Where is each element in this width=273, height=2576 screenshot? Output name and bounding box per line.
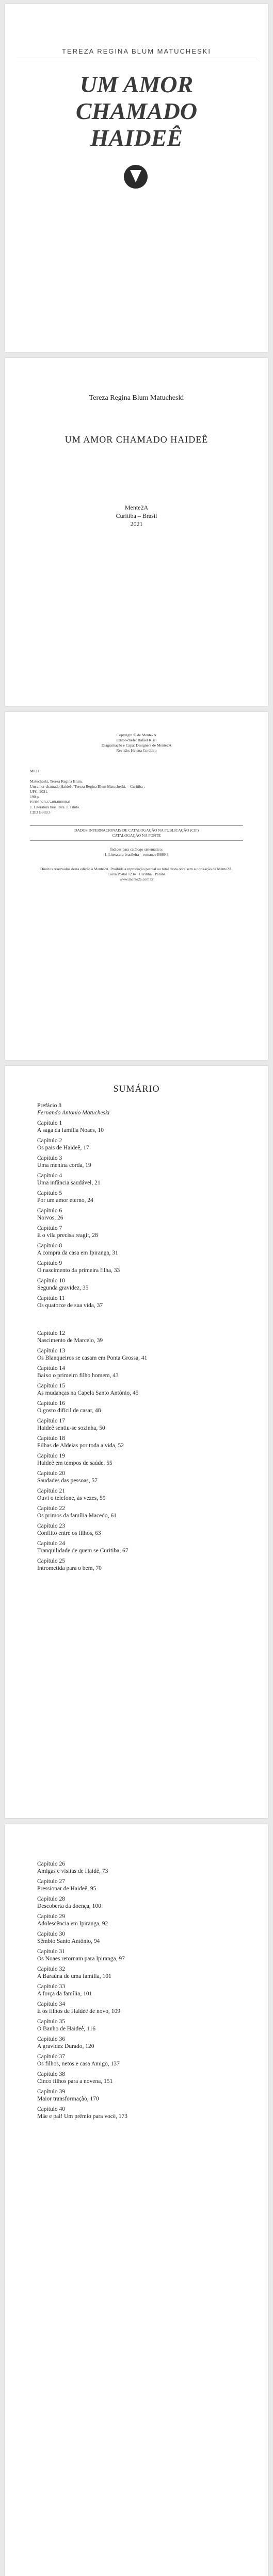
toc-chapter-number: Capítulo 27: [37, 1878, 65, 1885]
title-page-publisher-block: [5, 503, 268, 528]
toc-chapter-number: Capítulo 15: [37, 1383, 65, 1389]
toc-chapter-title: Descoberta da doença, 100: [37, 1903, 101, 1909]
toc-chapter-title: Os filhos, netos e casa Amigo, 137: [37, 2061, 120, 2067]
toc-entry[interactable]: [37, 1895, 236, 1910]
toc-chapter-title: O gosto difícil de casar, 48: [37, 1408, 101, 1414]
cover-title-line-1: UM AMOR: [79, 71, 194, 97]
index-item: 1. Literatura brasileira – romance B869.3: [104, 852, 169, 857]
toc-entry[interactable]: [37, 1878, 236, 1892]
cip-title: DADOS INTERNACIONAIS DE CATALOGAÇÃO NA PUBLICAÇÃO (CIP): [74, 828, 199, 833]
toc-entry[interactable]: [37, 2018, 236, 2032]
publisher-name: Mente2A: [124, 504, 149, 511]
toc-entry[interactable]: [37, 1965, 236, 1980]
toc-chapter-title: As mudanças na Capela Santo Antônio, 45: [37, 1390, 139, 1396]
toc-chapter-title: Por um amor eterno, 24: [37, 1197, 93, 1204]
title-page-author: Tereza Regina Blum Matucheski: [89, 394, 184, 402]
cip-subtitle: CATALOGAÇÃO NA FONTE: [112, 833, 161, 838]
toc-entry[interactable]: [37, 1487, 236, 1502]
toc-chapter-number: Capítulo 21: [37, 1488, 65, 1494]
toc-entry[interactable]: [37, 1470, 236, 1484]
toc-chapter-number: Capítulo 8: [37, 1243, 62, 1249]
toc-chapter-title: Os Noaes retornam para Ipiranga, 97: [37, 1956, 125, 1962]
toc-chapter-number: Capítulo 9: [37, 1260, 62, 1266]
toc-chapter-title: Nascimento de Marcelo, 39: [37, 1337, 103, 1344]
toc-chapter-number: Capítulo 16: [37, 1400, 65, 1406]
contact-line: www.mente2a.com.br: [119, 877, 154, 882]
toc-chapter-number: Capítulo 34: [37, 2001, 65, 2007]
toc-chapter-number: Capítulo 35: [37, 2019, 65, 2025]
toc-chapter-number: Capítulo 36: [37, 2036, 65, 2042]
toc-chapter-number: Capítulo 23: [37, 1523, 65, 1529]
toc-entry[interactable]: [37, 1930, 236, 1945]
cip-line: CDD B869.3: [30, 810, 51, 815]
toc-entry[interactable]: [37, 1913, 236, 1927]
toc-chapter-number: Capítulo 20: [37, 1470, 65, 1477]
toc-chapter-title: E o vila precisa reagir, 28: [37, 1232, 98, 1239]
toc-entry[interactable]: [37, 1225, 236, 1239]
toc-chapter-title: Baixo o primeiro filho homem, 43: [37, 1372, 119, 1379]
toc-entry[interactable]: [37, 2036, 236, 2050]
toc-entry[interactable]: [37, 1172, 236, 1187]
editor-line: Editor-chefe: Rafael Rissi: [116, 738, 157, 742]
toc-chapter-title: Os quatorze de sua vida, 37: [37, 1302, 103, 1309]
toc-entry[interactable]: [37, 1102, 236, 1116]
toc-chapter-title: Haideê em tempos de saúde, 55: [37, 1460, 113, 1466]
toc-entry[interactable]: [37, 1190, 236, 1204]
toc-entry[interactable]: [37, 1400, 236, 1414]
contents-list: [37, 1102, 236, 1575]
toc-entry[interactable]: [37, 1260, 236, 1274]
copyright-line: Copyright © de Mente2A: [116, 733, 157, 737]
toc-entry[interactable]: [37, 1155, 236, 1169]
toc-chapter-number: Capítulo 19: [37, 1453, 65, 1459]
toc-chapter-title: Maior transformação, 170: [37, 2096, 99, 2102]
contents-title: SUMÁRIO: [113, 1083, 160, 1094]
title-page-title: UM AMOR CHAMADO HAIDEÊ: [65, 434, 208, 445]
toc-entry[interactable]: [37, 1295, 236, 1309]
toc-chapter-title: Tranquilidade de quem se Curitiba, 67: [37, 1548, 129, 1554]
toc-chapter-title: Os Blanqueiros se casam em Ponta Grossa, 41: [37, 1355, 148, 1361]
toc-entry[interactable]: [37, 1540, 236, 1554]
cip-line: Matucheski, Tereza Regina Blum.: [30, 779, 83, 784]
toc-chapter-title: Conflito entre os filhos, 63: [37, 1530, 101, 1536]
toc-chapter-number: Capítulo 30: [37, 1931, 65, 1937]
toc-chapter-number: Capítulo 33: [37, 1984, 65, 1990]
toc-chapter-title: Uma infância saudável, 21: [37, 1180, 101, 1186]
toc-entry[interactable]: [37, 1242, 236, 1257]
revision-line: Revisão: Helena Cordeiro: [116, 748, 157, 753]
toc-chapter-title: Sêmbio Santo Antônio, 94: [37, 1938, 100, 1944]
toc-entry[interactable]: [37, 1382, 236, 1397]
toc-chapter-number: Capítulo 13: [37, 1348, 65, 1354]
cip-record: [30, 779, 243, 815]
rights-block: [30, 867, 243, 882]
toc-chapter-number: Capítulo 40: [37, 2106, 65, 2112]
toc-chapter-number: Capítulo 24: [37, 1540, 65, 1547]
cip-code: M821: [30, 769, 39, 773]
toc-chapter-title: Mãe e pai! Um prêmio para você, 173: [37, 2113, 127, 2120]
toc-chapter-number: Capítulo 10: [37, 1278, 65, 1284]
toc-entry[interactable]: [37, 2088, 236, 2103]
index-title: Índices para catálogo sistemático:: [110, 847, 163, 852]
credits-block: [30, 733, 243, 753]
toc-entry[interactable]: [37, 1557, 236, 1572]
toc-chapter-title: A gravidez Durado, 120: [37, 2043, 94, 2049]
toc-chapter-number: Capítulo 14: [37, 1365, 65, 1371]
cover-title-line-3: HAIDEÊ: [90, 125, 183, 151]
toc-chapter-number: Capítulo 4: [37, 1173, 62, 1179]
toc-chapter-title: Noivos, 26: [37, 1215, 63, 1221]
toc-chapter-title: A Baraúna de uma família, 101: [37, 1973, 111, 1979]
toc-chapter-title: Amigas e visitas de Haidê, 73: [37, 1868, 108, 1874]
toc-chapter-number: Prefácio 8: [37, 1103, 61, 1109]
cip-line: 190 p.: [30, 794, 40, 799]
contents-page-2: [5, 1824, 268, 2576]
contact-line: Caixa Postal 1234 · Curitiba · Paraná: [107, 872, 166, 876]
toc-chapter-number: Capítulo 5: [37, 1190, 62, 1196]
toc-entry[interactable]: [37, 1948, 236, 1962]
toc-chapter-title: Segunda gravidez, 35: [37, 1285, 89, 1291]
toc-entry[interactable]: [37, 1860, 236, 1875]
toc-chapter-number: Capítulo 29: [37, 1913, 65, 1920]
cip-line: UFC, 2021.: [30, 789, 49, 794]
toc-chapter-title: A saga da família Noaes, 10: [37, 1127, 104, 1133]
toc-chapter-title: A compra da casa em Ipiranga, 31: [37, 1250, 118, 1256]
toc-chapter-number: Capítulo 39: [37, 2089, 65, 2095]
toc-chapter-number: Capítulo 2: [37, 1138, 62, 1144]
toc-chapter-title: Ouvi o telefone, às vezes, 59: [37, 1495, 106, 1501]
toc-chapter-number: Capítulo 22: [37, 1505, 65, 1512]
toc-entry[interactable]: [37, 1347, 236, 1362]
toc-chapter-title: Haideê sentiu-se sozinha, 50: [37, 1425, 105, 1431]
toc-entry[interactable]: [37, 1522, 236, 1537]
toc-chapter-title: A força da família, 101: [37, 1991, 92, 1997]
layout-line: Diagramação e Capa: Designers de Mente2A: [101, 743, 172, 748]
toc-entry[interactable]: [37, 2053, 236, 2067]
toc-entry[interactable]: [37, 1207, 236, 1222]
toc-chapter-title: O nascimento da primeira filha, 33: [37, 1267, 120, 1274]
toc-chapter-title: E os filhos de Haideê de novo, 109: [37, 2008, 120, 2014]
index-block: [30, 847, 243, 857]
title-page: [5, 358, 268, 706]
toc-chapter-number: Capítulo 3: [37, 1155, 62, 1161]
toc-entry[interactable]: [37, 1505, 236, 1519]
toc-chapter-title: Adolescência em Ipiranga, 92: [37, 1921, 108, 1927]
toc-chapter-number: Capítulo 26: [37, 1861, 65, 1867]
toc-chapter-title: Uma menina corda, 19: [37, 1162, 91, 1168]
cip-line: ISBN 978-65-00-00000-0: [30, 800, 70, 804]
toc-chapter-number: Capítulo 31: [37, 1948, 65, 1955]
toc-entry[interactable]: [37, 2071, 236, 2085]
toc-entry[interactable]: [37, 1365, 236, 1379]
toc-entry[interactable]: [37, 1983, 236, 1997]
toc-chapter-number: Capítulo 38: [37, 2071, 65, 2077]
toc-chapter-number: Capítulo 17: [37, 1418, 65, 1424]
toc-chapter-number: Capítulo 11: [37, 1295, 65, 1301]
cover-title: [5, 71, 268, 151]
toc-chapter-number: Capítulo 28: [37, 1896, 65, 1902]
cover-author: TEREZA REGINA BLUM MATUCHESKI: [62, 47, 211, 55]
toc-entry[interactable]: [37, 1137, 236, 1151]
toc-chapter-title: Cinco filhos para a novena, 151: [37, 2078, 113, 2084]
toc-chapter-title: Os primos da família Macedo, 61: [37, 1513, 117, 1519]
publisher-year: 2021: [130, 520, 143, 528]
toc-chapter-number: Capítulo 32: [37, 1966, 65, 1972]
toc-chapter-title: Os pais de Haideê, 17: [37, 1145, 89, 1151]
contents-page-1: [5, 1066, 268, 1818]
toc-chapter-number: Capítulo 12: [37, 1330, 65, 1336]
rights-text: Direitos reservados desta edição à Mente2A. Proibida a reprodução parcial ou total desta obra sem autorização da Mente2A.: [40, 867, 233, 871]
legal-page: [5, 712, 268, 1060]
publisher-logo-icon: [124, 165, 148, 189]
toc-entry[interactable]: [37, 1120, 236, 1134]
toc-entry[interactable]: [37, 1417, 236, 1432]
toc-entry[interactable]: [37, 1277, 236, 1292]
toc-chapter-title: Pressionar de Haideê, 95: [37, 1886, 97, 1892]
toc-entry[interactable]: [37, 1452, 236, 1467]
toc-entry[interactable]: [37, 1330, 236, 1344]
cip-header: [30, 825, 243, 841]
cover-page: [5, 4, 268, 352]
cip-line: 1. Literatura brasileira. I. Título.: [30, 805, 80, 809]
toc-entry[interactable]: [37, 2106, 236, 2120]
toc-chapter-number: Capítulo 25: [37, 1558, 65, 1564]
toc-chapter-title: Intrometida para o bem, 70: [37, 1565, 102, 1571]
toc-chapter-number: Capítulo 18: [37, 1435, 65, 1442]
toc-chapter-number: Capítulo 6: [37, 1208, 62, 1214]
toc-entry[interactable]: [37, 1435, 236, 1449]
toc-chapter-title: Fernando Antonio Matucheski: [37, 1110, 110, 1116]
contents-list: [37, 1840, 236, 2123]
toc-chapter-number: Capítulo 37: [37, 2054, 65, 2060]
cover-title-line-2: CHAMADO: [75, 98, 198, 124]
toc-chapter-title: O Banho de Haideê, 116: [37, 2026, 95, 2032]
toc-chapter-title: Filhas de Aldeias por toda a vida, 52: [37, 1443, 124, 1449]
toc-entry[interactable]: [37, 2001, 236, 2015]
publisher-city: Curitiba – Brasil: [116, 512, 157, 519]
toc-chapter-title: Saudades das pessoas, 57: [37, 1478, 98, 1484]
toc-chapter-number: Capítulo 1: [37, 1120, 62, 1126]
cip-line: Um amor chamado Haideê / Tereza Regina Blum Matucheski. – Curitiba :: [30, 784, 145, 789]
toc-chapter-number: Capítulo 7: [37, 1225, 62, 1231]
